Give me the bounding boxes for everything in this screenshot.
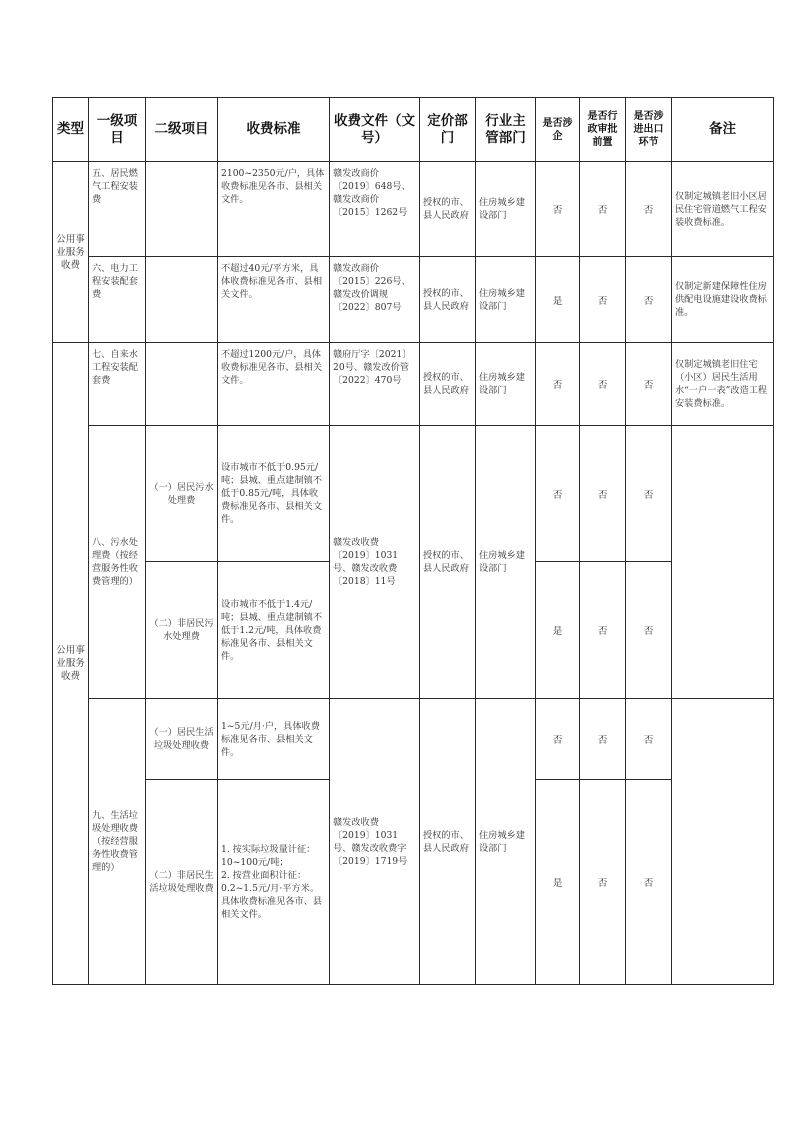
approval-cell: 否	[580, 343, 626, 426]
enterprise-cell: 是	[536, 562, 580, 699]
level2-cell	[146, 257, 218, 343]
standard-line: 2. 按营业面积计征：0.2~1.5元/月·平方米。	[221, 870, 320, 894]
level2-cell: （二）非居民生活垃圾处理收费	[146, 780, 218, 985]
header-standard: 收费标准	[218, 98, 330, 162]
remarks-cell: 仅制定城镇老旧住宅（小区）居民生活用水“一户一表”改造工程安装费标准。	[672, 343, 774, 426]
standard-cell: 1~5元/月·户，具体收费标准见各市、县相关文件。	[218, 699, 330, 780]
level1-cell: 六、电力工程安装配套费	[89, 257, 146, 343]
remarks-cell	[672, 426, 774, 699]
level2-cell: （一）居民生活垃圾处理收费	[146, 699, 218, 780]
enterprise-cell: 否	[536, 162, 580, 257]
enterprise-cell: 否	[536, 343, 580, 426]
table-row	[53, 257, 774, 343]
industry-dept-cell: 住房城乡建设部门	[476, 162, 536, 257]
standard-line: 1. 按实际垃圾量计征：10~100元/吨；	[221, 844, 316, 868]
export-cell: 否	[626, 562, 672, 699]
standard-cell: 不超过1200元/户，具体收费标准见各市、县相关文件。	[218, 343, 330, 426]
header-type: 类型	[53, 98, 89, 162]
level1-cell: 七、自来水工程安装配套费	[89, 343, 146, 426]
enterprise-cell: 否	[536, 426, 580, 562]
approval-cell: 否	[580, 699, 626, 780]
header-admin-approval: 是否行政审批前置	[580, 98, 626, 162]
export-cell: 否	[626, 343, 672, 426]
document-cell: 赣发改收费〔2019〕1031号、赣发改收费字〔2019〕1719号	[330, 699, 420, 985]
standard-cell: 设市城市不低于0.95元/吨；县城、重点建制镇不低于0.85元/吨，具体收费标准见各市、县相关文件。	[218, 426, 330, 562]
standard-cell: 2100~2350元/户，具体收费标准见各市、县相关文件。	[218, 162, 330, 257]
enterprise-cell: 是	[536, 257, 580, 343]
header-industry-dept: 行业主管部门	[476, 98, 536, 162]
approval-cell: 否	[580, 162, 626, 257]
remarks-cell: 仅制定城镇老旧小区居民住宅管道燃气工程安装收费标准。	[672, 162, 774, 257]
header-level2: 二级项目	[146, 98, 218, 162]
level2-cell	[146, 343, 218, 426]
approval-cell: 否	[580, 780, 626, 985]
standard-line: 具体收费标准见各市、县相关文件。	[221, 896, 323, 920]
category-cell: 公用事业服务收费	[53, 162, 89, 343]
industry-dept-cell: 住房城乡建设部门	[476, 426, 536, 699]
pricing-dept-cell: 授权的市、县人民政府	[420, 257, 476, 343]
pricing-dept-cell: 授权的市、县人民政府	[420, 699, 476, 985]
pricing-dept-cell: 授权的市、县人民政府	[420, 162, 476, 257]
header-import-export: 是否涉进出口环节	[626, 98, 672, 162]
export-cell: 否	[626, 780, 672, 985]
header-row	[53, 98, 774, 162]
remarks-cell	[672, 699, 774, 985]
enterprise-cell: 否	[536, 699, 580, 780]
header-remarks: 备注	[672, 98, 774, 162]
pricing-dept-cell: 授权的市、县人民政府	[420, 343, 476, 426]
standard-cell	[218, 780, 330, 985]
industry-dept-cell: 住房城乡建设部门	[476, 343, 536, 426]
table-row	[53, 699, 774, 780]
table-row	[53, 343, 774, 426]
level1-cell: 五、居民燃气工程安装费	[89, 162, 146, 257]
remarks-cell: 仅制定新建保障性住房供配电设施建设收费标准。	[672, 257, 774, 343]
pricing-dept-cell: 授权的市、县人民政府	[420, 426, 476, 699]
level2-cell	[146, 162, 218, 257]
export-cell: 否	[626, 426, 672, 562]
header-involves-enterprise: 是否涉企	[536, 98, 580, 162]
industry-dept-cell: 住房城乡建设部门	[476, 257, 536, 343]
standard-cell: 设市城市不低于1.4元/吨；县城、重点建制镇不低于1.2元/吨，具体收费标准见各市、县相关文件。	[218, 562, 330, 699]
header-document: 收费文件（文号）	[330, 98, 420, 162]
document-cell: 赣府厅字〔2021〕20号、赣发改价管〔2022〕470号	[330, 343, 420, 426]
category-cell: 公用事业服务收费	[53, 343, 89, 985]
export-cell: 否	[626, 162, 672, 257]
table-row	[53, 426, 774, 562]
table-row	[53, 162, 774, 257]
level1-cell: 八、污水处理费（按经营服务性收费管理的）	[89, 426, 146, 699]
document-cell: 赣发改收费〔2019〕1031号、赣发改收费〔2018〕11号	[330, 426, 420, 699]
approval-cell: 否	[580, 562, 626, 699]
document-cell: 赣发改商价〔2015〕226号、赣发改价调规〔2022〕807号	[330, 257, 420, 343]
approval-cell: 否	[580, 426, 626, 562]
standard-cell: 不超过40元/平方米，具体收费标准见各市、县相关文件。	[218, 257, 330, 343]
header-pricing-dept: 定价部门	[420, 98, 476, 162]
enterprise-cell: 是	[536, 780, 580, 985]
level2-cell: （二）非居民污水处理费	[146, 562, 218, 699]
fee-table	[52, 97, 774, 985]
export-cell: 否	[626, 257, 672, 343]
approval-cell: 否	[580, 257, 626, 343]
level2-cell: （一）居民污水处理费	[146, 426, 218, 562]
document-cell: 赣发改商价〔2019〕648号、赣发改商价〔2015〕1262号	[330, 162, 420, 257]
header-level1: 一级项目	[89, 98, 146, 162]
export-cell: 否	[626, 699, 672, 780]
level1-cell: 九、生活垃圾处理收费（按经营服务性收费管理的）	[89, 699, 146, 985]
industry-dept-cell: 住房城乡建设部门	[476, 699, 536, 985]
